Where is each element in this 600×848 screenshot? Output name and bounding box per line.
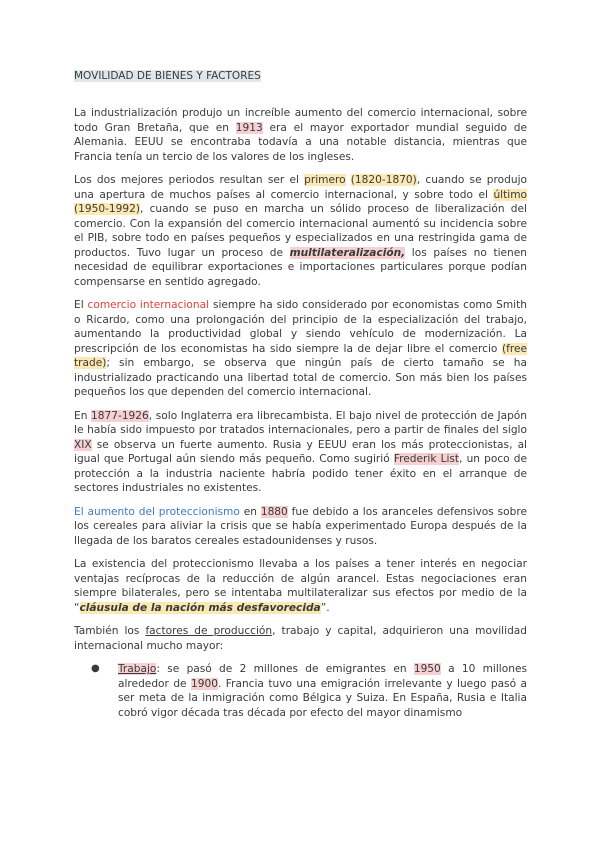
bullet-list <box>74 662 527 720</box>
term-clause: cláusula de la nación más desfavorecida <box>79 601 321 614</box>
document-page <box>74 68 527 720</box>
highlight-free-trade: (free trade) <box>74 342 527 369</box>
highlight-last: último <box>493 188 527 201</box>
highlight-year-1950: 1950 <box>413 663 441 675</box>
list-item: ● Trabajo: se pasó de 2 millones de emigrantes en 1950 a 10 millones alrededor de 1900. Francia tuvo una emigración irrelevante y luego pasó a ser meta de la inmigración como Bélgica y Suiza. En España, Rusia e Italia cobró vigor década tras década por efecto del mayor dinamismo <box>91 663 527 719</box>
paragraph-protection: En 1877-1926, solo Inglaterra era librecambista. El bajo nivel de protección de Japón le había sido impuesto por tratados internacionales, pero a partir de finales del siglo XIX se observa un fuerte aumento. Rusia y EEUU eran los más proteccionistas, al igual que Portugal aún siendo más pequeño. Como sugirió Frederik List, un poco de protección a la industria naciente habría podido tener éxito en el arranque de sectores industriales no existentes. <box>74 409 527 494</box>
term-factors-of-production: factores de producción <box>145 625 273 637</box>
bullet-icon: ● <box>91 663 100 674</box>
highlight-century: XIX <box>74 438 92 451</box>
highlight-year-1913: 1913 <box>235 121 263 134</box>
section-title: MOVILIDAD DE BIENES Y FACTORES <box>74 70 261 82</box>
highlight-first: primero <box>304 174 346 186</box>
paragraph-best-periods: Los dos mejores periodos resultan ser el primero (1820-1870), cuando se produjo una apertura de muchos países al comercio internacional, y sobre todo el último (1950-1992), cuando se puso en marcha un sólido proceso de liberalización del comercio. Con la expansión del comercio internacional aumentó su incidencia sobre el PIB, sobre todo en países pequeños y especializados en una restringida gama de productos. Tuvo lugar un proceso de multilateralización, los países no tienen necesidad de equilibrar exportaciones e importaciones particulares porque podían compensarse en sentido agregado. <box>74 174 527 288</box>
highlight-frederik-list: Frederik List <box>393 453 460 465</box>
highlight-first-range: (1820-1870) <box>350 174 417 186</box>
paragraph-negotiations: La existencia del proteccionismo llevaba a los países a tener interés en negociar ventajas recíprocas de la reducción de algún arancel. Estas negociaciones eran siempre bilaterales, pero se intentaba multilateralizar sus efectos por medio de la “cláusula de la nación más desfavorecida”. <box>74 558 527 614</box>
highlight-range-1877: 1877-1926 <box>91 409 149 422</box>
paragraph-trade-growth: La industrialización produjo un increíble aumento del comercio internacional, sobre todo Gran Bretaña, que en 1913 era el mayor exportador mundial seguido de Alemania. EEUU se encontraba todavía a una notable distancia, mientras que Francia tenía un tercio de los valores de los ingleses. <box>74 107 528 163</box>
paragraph-factors: También los factores de producción, trabajo y capital, adquirieron una movilidad internacional mucho mayor: <box>74 625 528 652</box>
paragraph-protectionism-1880: El aumento del proteccionismo en 1880 fue debido a los aranceles defensivos sobre los cereales para aliviar la crisis que se había experimentado Europa después de la llegada de los baratos cereales estadounidenses y rusos. <box>74 505 528 547</box>
highlight-year-1900: 1900 <box>191 677 218 690</box>
highlight-year-1880: 1880 <box>260 505 288 518</box>
term-international-trade: comercio internacional <box>87 299 210 311</box>
highlight-last-range: (1950-1992) <box>74 203 141 215</box>
paragraph-international-trade: El comercio internacional siempre ha sido considerado por economistas como Smith o Ricardo, como una prolongación del principio de la especialización del trabajo, aumentando la productividad global y siendo vehículo de modernización. La prescripción de los economistas ha sido siempre la de dejar libre el comercio (free trade); sin embargo, se observa que ningún país de cierto tamaño se ha industrializado practicando una libertad total de comercio. Son más bien los países pequeños los que dependen del comercio internacional. <box>74 299 527 398</box>
term-multilateralization: multilateralización, <box>289 246 406 259</box>
term-protectionism-increase: El aumento del proteccionismo <box>74 505 240 518</box>
term-labor: Trabajo <box>118 663 157 675</box>
